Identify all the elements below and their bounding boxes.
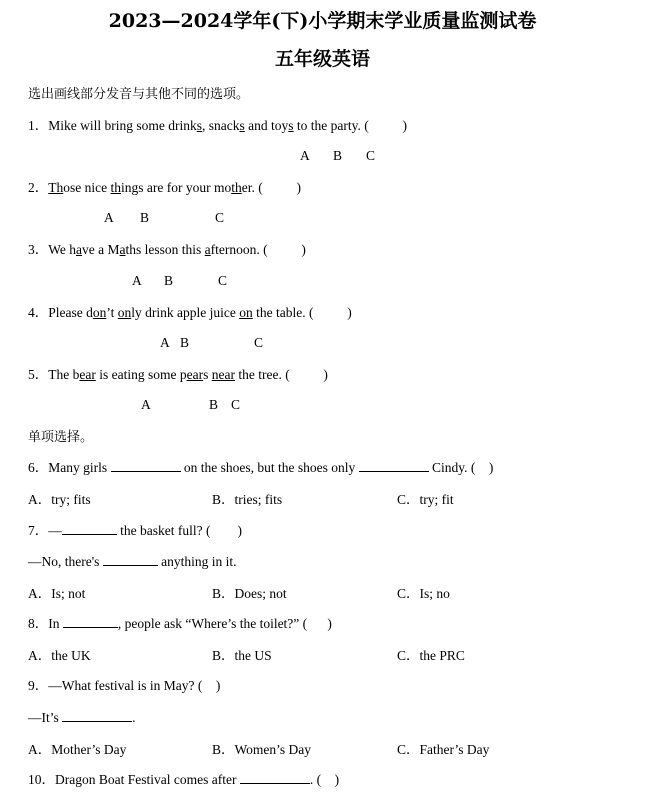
q6-text-2: on the shoes, but the shoes only <box>180 460 359 475</box>
q1-label-c: C <box>366 148 376 163</box>
q7-blank-2[interactable] <box>103 553 158 566</box>
q4-underline-c: on <box>239 305 253 320</box>
q2-underline-c: th <box>231 180 242 195</box>
q2-underline-a: Th <box>48 180 64 195</box>
question-7 <box>28 522 242 540</box>
q5-label-c: C <box>231 397 241 412</box>
q9-reply-text-2: . <box>132 710 136 725</box>
section1-instruction: 选出画线部分发音与其他不同的选项。 <box>28 87 250 102</box>
q2-label-c: C <box>215 210 225 225</box>
q3-underline-b: a <box>119 242 126 257</box>
q8-text-2: , people ask “Where’s the toilet?” ( ) <box>117 616 332 631</box>
q1-number: 1． <box>28 118 49 133</box>
q5-underline-b: ear <box>186 367 204 382</box>
q8-number: 8． <box>28 616 49 631</box>
q6-number: 6． <box>28 460 49 475</box>
question-6 <box>28 459 493 477</box>
q3-number: 3． <box>28 242 49 257</box>
q5-label-b: B <box>209 397 219 412</box>
q5-text-1: The b <box>48 367 80 382</box>
q9-number: 9． <box>28 678 49 693</box>
q2-text-1: ose nice <box>63 180 111 195</box>
q7-option-b[interactable]: B．Does; not <box>212 586 287 601</box>
q9-text-1: —What festival is in May? ( ) <box>48 678 221 693</box>
q3-text-1: We h <box>48 242 77 257</box>
q4-text-1: Please d <box>48 305 93 320</box>
q7-number: 7． <box>28 523 49 538</box>
q2-text-2: ings are for your mo <box>121 180 232 195</box>
q7-text-1: — <box>48 523 62 538</box>
q7-option-a[interactable]: A．Is; not <box>28 586 86 601</box>
question-4 <box>28 304 352 322</box>
q7-option-c[interactable]: C．Is; no <box>397 586 450 601</box>
q5-label-a: A <box>141 397 151 412</box>
q6-option-a[interactable]: A．try; fits <box>28 492 91 507</box>
q9-blank[interactable] <box>62 709 132 722</box>
q6-option-b[interactable]: B．tries; fits <box>212 492 283 507</box>
q7-text-2: the basket full? ( ) <box>116 523 242 538</box>
q1-text-4: to the party. ( ) <box>293 118 408 133</box>
q1-underline-b: s <box>239 118 245 133</box>
q6-text-3: Cindy. ( ) <box>428 460 494 475</box>
q8-option-a[interactable]: A．the UK <box>28 648 91 663</box>
question-2 <box>28 179 301 197</box>
q1-underline-a: s <box>196 118 203 133</box>
q6-blank-1[interactable] <box>111 459 181 472</box>
q9-reply-text-1: —It’s <box>28 710 63 725</box>
q6-text-1: Many girls <box>48 460 111 475</box>
question-7-reply <box>28 553 237 571</box>
q8-blank[interactable] <box>63 615 118 628</box>
q5-underline-a: ear <box>79 367 96 382</box>
q4-underline-b: on <box>117 305 132 320</box>
q2-underline-b: th <box>110 180 121 195</box>
q9-option-c[interactable]: C．Father’s Day <box>397 742 490 757</box>
q3-label-a: A <box>132 273 142 288</box>
q8-option-c[interactable]: C．the PRC <box>397 648 465 663</box>
question-8 <box>28 615 332 633</box>
exam-subtitle: 五年级英语 <box>274 48 370 70</box>
q8-text-1: In <box>48 616 63 631</box>
q5-text-3: s <box>203 367 212 382</box>
section2-instruction: 单项选择。 <box>28 430 94 445</box>
question-1 <box>28 117 407 135</box>
q3-text-2: ve a M <box>82 242 120 257</box>
q4-underline-a: on <box>92 305 107 320</box>
q4-label-b: B <box>180 335 190 350</box>
q7-reply-text-1: —No, there's <box>28 554 103 569</box>
q4-number: 4． <box>28 305 49 320</box>
q2-label-a: A <box>104 210 114 225</box>
q7-reply-text-2: anything in it. <box>157 554 237 569</box>
q3-text-4: fternoon. ( ) <box>210 242 306 257</box>
q1-text-1: Mike will bring some drink <box>48 118 197 133</box>
q5-text-4: the tree. ( ) <box>234 367 328 382</box>
q6-option-c[interactable]: C．try; fit <box>397 492 454 507</box>
q4-label-c: C <box>254 335 264 350</box>
question-10 <box>28 771 339 789</box>
q6-blank-2[interactable] <box>359 459 429 472</box>
q1-text-3: and toy <box>244 118 289 133</box>
q5-underline-c: near <box>211 367 235 382</box>
q10-number: 10． <box>28 772 55 787</box>
q5-text-2: is eating some p <box>95 367 187 382</box>
question-9-reply <box>28 709 136 727</box>
q4-label-a: A <box>160 335 170 350</box>
q9-option-a[interactable]: A．Mother’s Day <box>28 742 127 757</box>
question-9 <box>28 677 220 695</box>
q3-label-c: C <box>218 273 228 288</box>
q1-label-a: A <box>300 148 310 163</box>
q2-label-b: B <box>140 210 150 225</box>
q1-text-2: , snack <box>202 118 240 133</box>
q2-number: 2． <box>28 180 49 195</box>
question-3 <box>28 241 306 259</box>
exam-title: 2023—2024学年(下)小学期末学业质量监测试卷 <box>108 10 537 32</box>
q9-option-b[interactable]: B．Women’s Day <box>212 742 312 757</box>
q1-label-b: B <box>333 148 343 163</box>
q3-text-3: ths lesson this <box>125 242 205 257</box>
q4-text-4: the table. ( ) <box>252 305 352 320</box>
q10-text-1: Dragon Boat Festival comes after <box>55 772 240 787</box>
q1-underline-c: s <box>288 118 294 133</box>
q3-label-b: B <box>164 273 174 288</box>
q5-number: 5． <box>28 367 49 382</box>
question-5 <box>28 366 328 384</box>
q4-text-3: ly drink apple juice <box>131 305 240 320</box>
q4-text-2: ’t <box>106 305 118 320</box>
q10-text-2: . ( ) <box>309 772 340 787</box>
q8-option-b[interactable]: B．the US <box>212 648 272 663</box>
q10-blank[interactable] <box>240 771 310 784</box>
q3-underline-c: a <box>204 242 211 257</box>
q3-underline-a: a <box>76 242 83 257</box>
q2-text-3: er. ( ) <box>241 180 301 195</box>
q7-blank-1[interactable] <box>62 522 117 535</box>
